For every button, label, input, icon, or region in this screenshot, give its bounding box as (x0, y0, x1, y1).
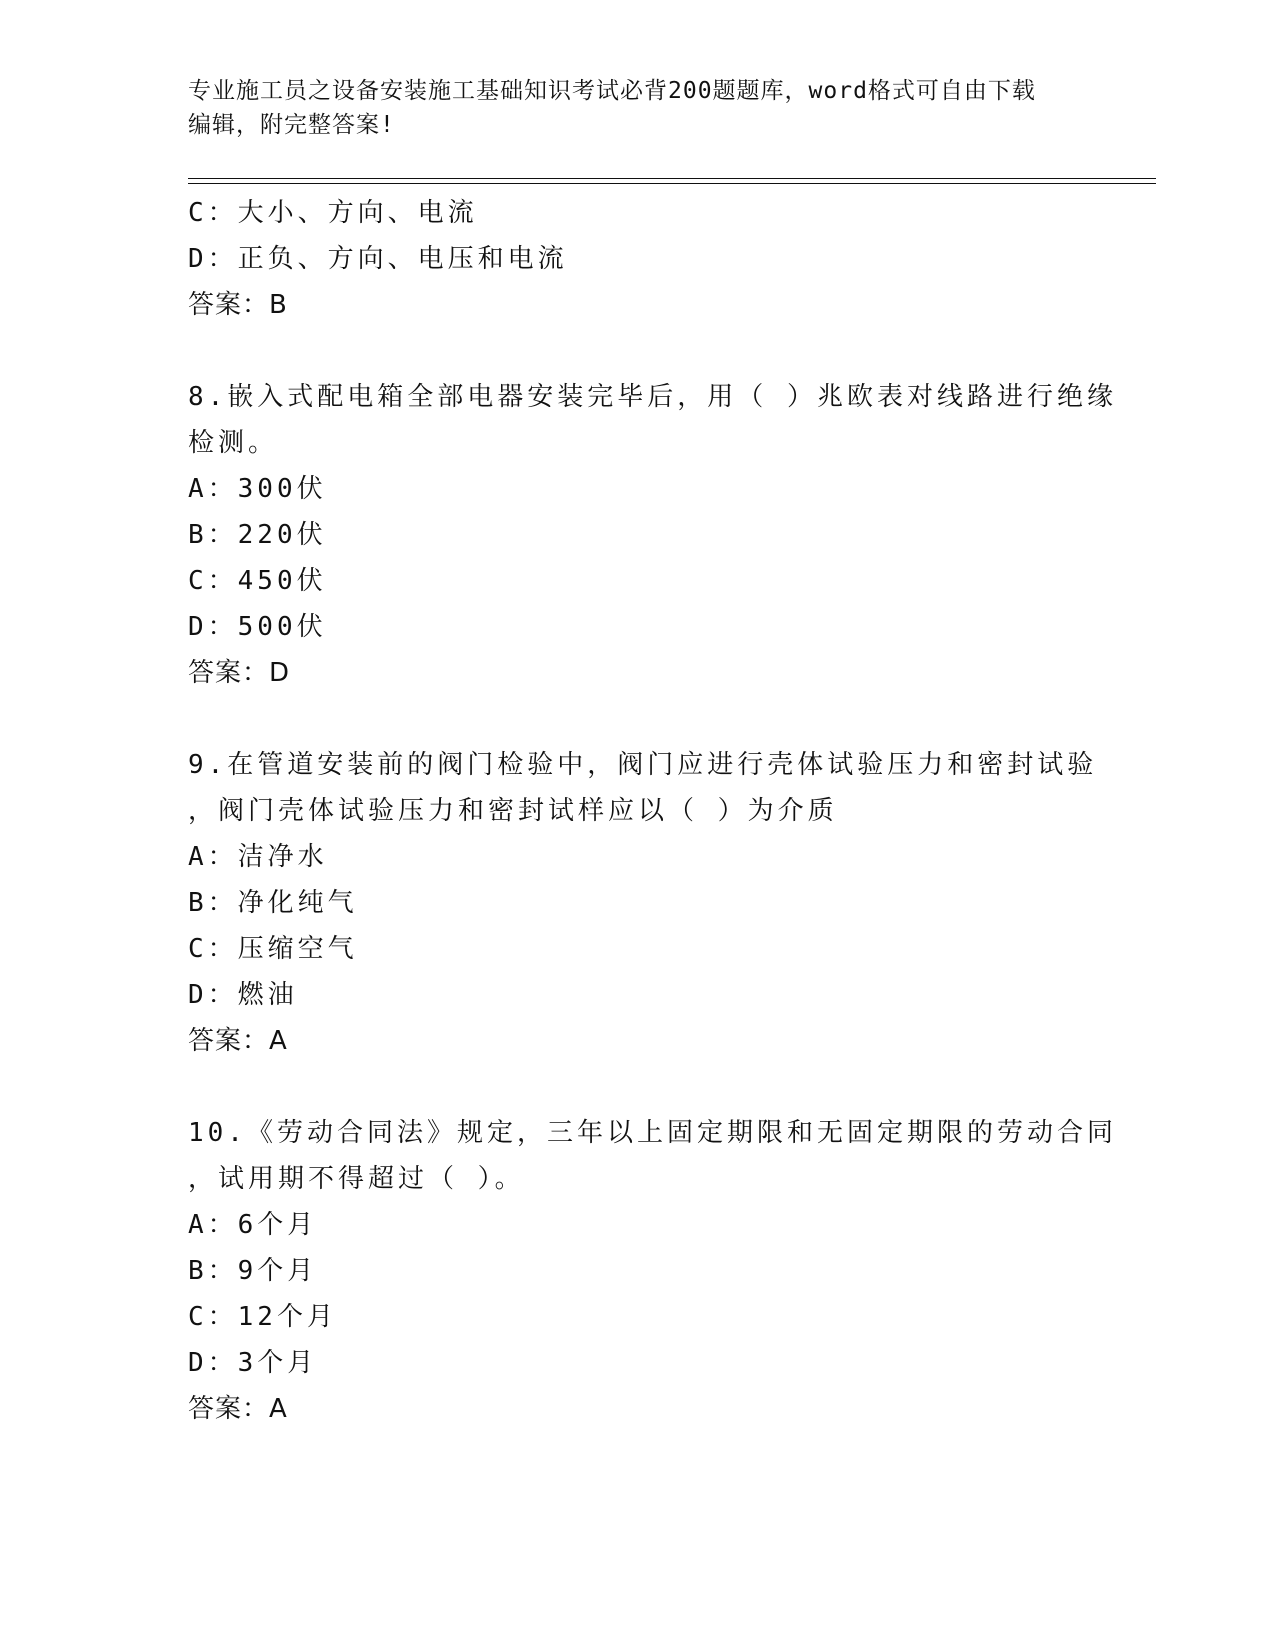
header-divider-bottom (188, 183, 1156, 184)
question-8 (188, 374, 1117, 696)
question-stem: 8.嵌入式配电箱全部电器安装完毕后，用（ ）兆欧表对线路进行绝缘 (188, 382, 1117, 412)
option-d: D：500伏 (188, 612, 327, 642)
question-spacer (188, 1064, 1088, 1110)
question-7-tail (188, 190, 1088, 328)
question-spacer (188, 696, 1088, 742)
answer-label: 答案：D (188, 658, 291, 688)
header-divider-top (188, 178, 1156, 179)
question-stem-continued: ，试用期不得超过（ ）。 (188, 1164, 525, 1194)
option-c: C：大小、方向、电流 (188, 198, 478, 228)
question-9 (188, 742, 1098, 1064)
option-c: C：450伏 (188, 566, 327, 596)
header-title-line-1: 专业施工员之设备安装施工基础知识考试必背200题题库，word格式可自由下载 (188, 78, 1036, 104)
page-header (188, 74, 1088, 142)
question-stem-continued: ，阀门壳体试验压力和密封试样应以（ ）为介质 (188, 796, 838, 826)
question-10 (188, 1110, 1117, 1432)
option-a: A：300伏 (188, 474, 327, 504)
option-b: B：净化纯气 (188, 888, 358, 918)
option-c: C：压缩空气 (188, 934, 358, 964)
option-b: B：9个月 (188, 1256, 318, 1286)
option-d: D：3个月 (188, 1348, 318, 1378)
option-c: C：12个月 (188, 1302, 337, 1332)
option-d: D：正负、方向、电压和电流 (188, 244, 568, 274)
option-b: B：220伏 (188, 520, 327, 550)
answer-label: 答案：A (188, 1394, 288, 1424)
header-title-line-2: 编辑，附完整答案! (188, 112, 395, 138)
option-a: A：洁净水 (188, 842, 328, 872)
option-d: D：燃油 (188, 980, 298, 1010)
answer-label: 答案：A (188, 1026, 288, 1056)
question-spacer (188, 328, 1088, 374)
option-a: A：6个月 (188, 1210, 318, 1240)
question-list (188, 190, 1117, 1432)
question-stem-continued: 检测。 (188, 428, 279, 458)
question-stem: 9.在管道安装前的阀门检验中，阀门应进行壳体试验压力和密封试验 (188, 750, 1098, 780)
answer-label: 答案：B (188, 290, 288, 320)
question-stem: 10.《劳动合同法》规定，三年以上固定期限和无固定期限的劳动合同 (188, 1118, 1117, 1148)
